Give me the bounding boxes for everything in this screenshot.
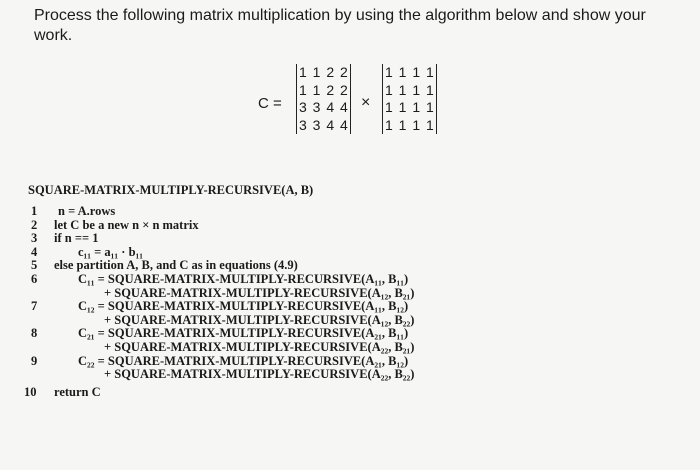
matrix-b-row: 1 1 1 1 xyxy=(385,99,435,115)
algorithm-line xyxy=(28,299,409,314)
algorithm-line xyxy=(28,312,415,328)
matrix-b-row: 1 1 1 1 xyxy=(385,81,435,98)
line-number: 2 xyxy=(31,217,38,232)
question-text: Process the following matrix multiplication by using the algorithm below and show your work. xyxy=(34,7,646,44)
line-code: + SQUARE-MATRIX-MULTIPLY-RECURSIVE(A₂₂, B₂₂) xyxy=(104,367,415,382)
matrix-a-row: 3 3 4 4 xyxy=(299,116,349,133)
line-number: 4 xyxy=(31,244,38,259)
algorithm-line xyxy=(28,353,409,369)
matrix-a xyxy=(296,64,351,134)
algorithm-block xyxy=(24,183,415,399)
line-number: 9 xyxy=(31,353,38,368)
matrix-a-row: 3 3 4 4 xyxy=(299,99,349,115)
multiply-sign: × xyxy=(361,94,371,111)
line-number: 3 xyxy=(31,231,38,246)
algorithm-line xyxy=(28,246,313,260)
algorithm-title: SQUARE-MATRIX-MULTIPLY-RECURSIVE(A, B) xyxy=(28,183,314,197)
matrix-b-row: 1 1 1 1 xyxy=(385,64,435,80)
algorithm-line xyxy=(28,219,313,233)
line-code: let C be a new n × n matrix xyxy=(54,217,199,232)
line-code: c₁₁ = a₁₁ · b₁₁ xyxy=(78,244,144,259)
line-number: 10 xyxy=(24,384,37,399)
line-code: + SQUARE-MATRIX-MULTIPLY-RECURSIVE(A₁₂, B₂₁) xyxy=(104,285,415,300)
matrix-b xyxy=(382,64,437,134)
line-code: n = A.rows xyxy=(58,204,116,218)
algorithm-line xyxy=(28,259,313,273)
line-code: else partition A, B, and C as in equations (4.9) xyxy=(54,258,298,273)
line-number: 7 xyxy=(31,299,38,314)
line-code: return C xyxy=(54,384,101,399)
matrix-a-row: 1 1 2 2 xyxy=(299,64,349,80)
line-number: 5 xyxy=(31,258,38,273)
line-number: 6 xyxy=(31,271,38,286)
line-code: if n == 1 xyxy=(54,231,99,246)
matrix-b-row: 1 1 1 1 xyxy=(385,116,435,133)
line-code: C₁₂ = SQUARE-MATRIX-MULTIPLY-RECURSIVE(A₁₁, B₁₂) xyxy=(78,299,409,314)
algorithm-line xyxy=(28,205,313,219)
line-code: + SQUARE-MATRIX-MULTIPLY-RECURSIVE(A₂₂, B₂₁) xyxy=(104,339,415,354)
algorithm-line xyxy=(28,232,313,246)
line-code: + SQUARE-MATRIX-MULTIPLY-RECURSIVE(A₁₂, B₂₂) xyxy=(104,312,415,327)
algorithm-line xyxy=(28,285,415,301)
line-number: 8 xyxy=(31,326,38,341)
algorithm-line xyxy=(28,367,415,382)
algorithm-line xyxy=(28,339,415,355)
matrix-a-row: 1 1 2 2 xyxy=(299,81,349,98)
line-code: C₁₁ = SQUARE-MATRIX-MULTIPLY-RECURSIVE(A₁₁, B₁₁) xyxy=(78,271,409,286)
line-number: 1 xyxy=(31,204,38,218)
algorithm-line xyxy=(24,384,313,400)
line-code: C₂₂ = SQUARE-MATRIX-MULTIPLY-RECURSIVE(A₂₁, B₁₂) xyxy=(78,353,409,368)
algorithm-line xyxy=(28,271,409,287)
equation-lhs: C = xyxy=(258,95,282,112)
algorithm-line xyxy=(28,326,409,341)
line-code: C₂₁ = SQUARE-MATRIX-MULTIPLY-RECURSIVE(A₂₁, B₁₁) xyxy=(78,326,409,341)
